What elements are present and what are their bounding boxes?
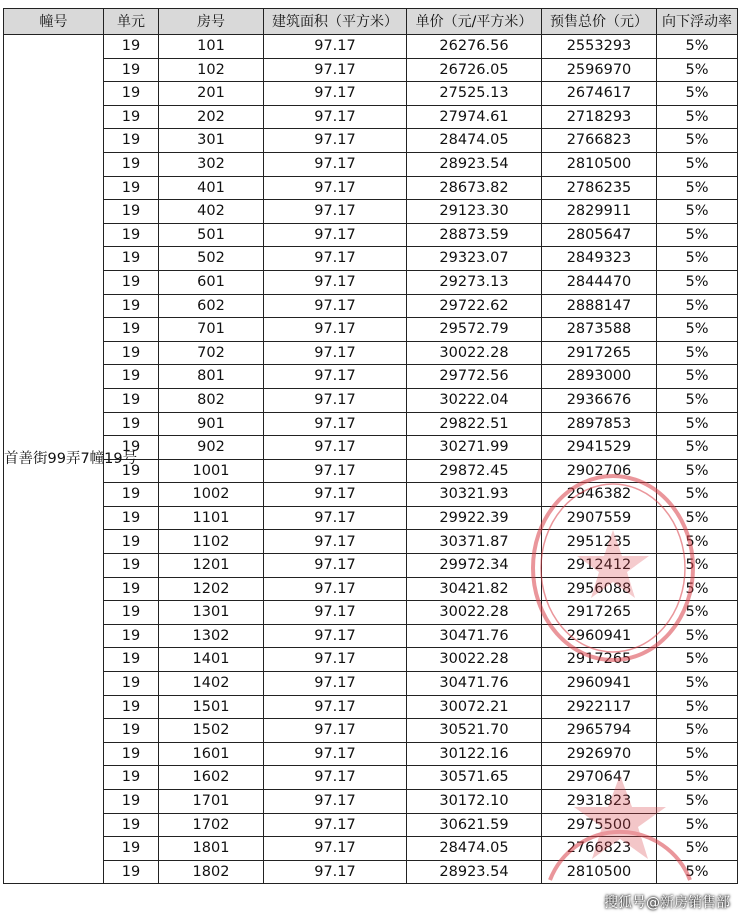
cell-unit: 19 (104, 436, 159, 460)
cell-discount-rate: 5% (657, 577, 738, 601)
cell-total-price: 2926970 (542, 742, 657, 766)
cell-unit-price: 30022.28 (407, 601, 542, 625)
table-row (4, 766, 738, 790)
cell-unit-price: 30371.87 (407, 530, 542, 554)
cell-room: 1801 (159, 837, 264, 861)
cell-area: 97.17 (264, 412, 407, 436)
cell-unit: 19 (104, 506, 159, 530)
cell-area: 97.17 (264, 766, 407, 790)
cell-discount-rate: 5% (657, 129, 738, 153)
cell-unit: 19 (104, 388, 159, 412)
cell-total-price: 2810500 (542, 152, 657, 176)
cell-discount-rate: 5% (657, 223, 738, 247)
table-row (4, 294, 738, 318)
cell-area: 97.17 (264, 105, 407, 129)
cell-unit: 19 (104, 200, 159, 224)
cell-total-price: 2718293 (542, 105, 657, 129)
cell-unit: 19 (104, 766, 159, 790)
cell-total-price: 2946382 (542, 483, 657, 507)
cell-unit-price: 30621.59 (407, 813, 542, 837)
cell-discount-rate: 5% (657, 388, 738, 412)
cell-unit: 19 (104, 129, 159, 153)
table-row (4, 82, 738, 106)
cell-discount-rate: 5% (657, 105, 738, 129)
cell-building: 首善街99弄7幢19号 (4, 35, 104, 884)
cell-area: 97.17 (264, 837, 407, 861)
cell-room: 402 (159, 200, 264, 224)
cell-discount-rate: 5% (657, 624, 738, 648)
cell-total-price: 2805647 (542, 223, 657, 247)
cell-unit: 19 (104, 790, 159, 814)
table-row (4, 790, 738, 814)
table-row (4, 270, 738, 294)
cell-room: 1102 (159, 530, 264, 554)
cell-discount-rate: 5% (657, 742, 738, 766)
cell-total-price: 2917265 (542, 648, 657, 672)
cell-total-price: 2917265 (542, 601, 657, 625)
cell-discount-rate: 5% (657, 200, 738, 224)
cell-discount-rate: 5% (657, 365, 738, 389)
cell-discount-rate: 5% (657, 82, 738, 106)
cell-discount-rate: 5% (657, 790, 738, 814)
cell-total-price: 2897853 (542, 412, 657, 436)
cell-area: 97.17 (264, 719, 407, 743)
cell-total-price: 2553293 (542, 35, 657, 59)
cell-unit-price: 29972.34 (407, 554, 542, 578)
cell-room: 801 (159, 365, 264, 389)
cell-discount-rate: 5% (657, 860, 738, 884)
cell-unit: 19 (104, 35, 159, 59)
cell-area: 97.17 (264, 813, 407, 837)
cell-unit-price: 29772.56 (407, 365, 542, 389)
table-row (4, 601, 738, 625)
header-room: 房号 (159, 9, 264, 35)
cell-unit: 19 (104, 82, 159, 106)
cell-unit: 19 (104, 223, 159, 247)
cell-unit-price: 30022.28 (407, 341, 542, 365)
cell-unit-price: 28873.59 (407, 223, 542, 247)
cell-area: 97.17 (264, 554, 407, 578)
cell-discount-rate: 5% (657, 270, 738, 294)
cell-unit-price: 29822.51 (407, 412, 542, 436)
cell-room: 202 (159, 105, 264, 129)
cell-unit: 19 (104, 270, 159, 294)
cell-unit: 19 (104, 530, 159, 554)
cell-room: 602 (159, 294, 264, 318)
cell-discount-rate: 5% (657, 341, 738, 365)
cell-room: 1402 (159, 672, 264, 696)
cell-discount-rate: 5% (657, 247, 738, 271)
cell-area: 97.17 (264, 223, 407, 247)
cell-total-price: 2975500 (542, 813, 657, 837)
header-area: 建筑面积（平方米） (264, 9, 407, 35)
cell-unit-price: 26276.56 (407, 35, 542, 59)
cell-total-price: 2810500 (542, 860, 657, 884)
cell-total-price: 2674617 (542, 82, 657, 106)
cell-discount-rate: 5% (657, 412, 738, 436)
table-row (4, 719, 738, 743)
cell-room: 302 (159, 152, 264, 176)
cell-unit-price: 27974.61 (407, 105, 542, 129)
header-row (4, 9, 738, 35)
cell-discount-rate: 5% (657, 318, 738, 342)
cell-total-price: 2941529 (542, 436, 657, 460)
cell-total-price: 2844470 (542, 270, 657, 294)
cell-room: 501 (159, 223, 264, 247)
cell-unit: 19 (104, 813, 159, 837)
cell-discount-rate: 5% (657, 294, 738, 318)
cell-unit-price: 30521.70 (407, 719, 542, 743)
cell-room: 1201 (159, 554, 264, 578)
table-row (4, 577, 738, 601)
cell-room: 1701 (159, 790, 264, 814)
cell-room: 601 (159, 270, 264, 294)
cell-unit-price: 29872.45 (407, 459, 542, 483)
table-row (4, 176, 738, 200)
cell-area: 97.17 (264, 365, 407, 389)
cell-total-price: 2766823 (542, 129, 657, 153)
cell-area: 97.17 (264, 577, 407, 601)
table-row (4, 341, 738, 365)
table-row (4, 35, 738, 59)
cell-unit: 19 (104, 318, 159, 342)
price-table (3, 8, 738, 884)
table-row (4, 672, 738, 696)
cell-room: 1502 (159, 719, 264, 743)
cell-unit: 19 (104, 695, 159, 719)
cell-unit: 19 (104, 412, 159, 436)
table-row (4, 388, 738, 412)
cell-room: 1002 (159, 483, 264, 507)
cell-total-price: 2849323 (542, 247, 657, 271)
cell-room: 1702 (159, 813, 264, 837)
cell-area: 97.17 (264, 152, 407, 176)
cell-discount-rate: 5% (657, 554, 738, 578)
cell-discount-rate: 5% (657, 176, 738, 200)
header-building: 幢号 (4, 9, 104, 35)
cell-total-price: 2766823 (542, 837, 657, 861)
cell-room: 702 (159, 341, 264, 365)
cell-area: 97.17 (264, 318, 407, 342)
cell-total-price: 2786235 (542, 176, 657, 200)
cell-area: 97.17 (264, 247, 407, 271)
cell-unit-price: 29922.39 (407, 506, 542, 530)
cell-total-price: 2888147 (542, 294, 657, 318)
cell-room: 1202 (159, 577, 264, 601)
cell-unit: 19 (104, 176, 159, 200)
cell-unit-price: 28474.05 (407, 837, 542, 861)
cell-unit-price: 29323.07 (407, 247, 542, 271)
cell-unit-price: 29572.79 (407, 318, 542, 342)
cell-area: 97.17 (264, 82, 407, 106)
cell-discount-rate: 5% (657, 459, 738, 483)
table-row (4, 813, 738, 837)
cell-room: 102 (159, 58, 264, 82)
table-row (4, 624, 738, 648)
cell-unit: 19 (104, 483, 159, 507)
cell-unit: 19 (104, 554, 159, 578)
cell-area: 97.17 (264, 436, 407, 460)
table-row (4, 365, 738, 389)
cell-unit: 19 (104, 365, 159, 389)
cell-discount-rate: 5% (657, 58, 738, 82)
cell-area: 97.17 (264, 672, 407, 696)
cell-area: 97.17 (264, 270, 407, 294)
cell-total-price: 2965794 (542, 719, 657, 743)
cell-room: 1802 (159, 860, 264, 884)
cell-room: 1101 (159, 506, 264, 530)
cell-discount-rate: 5% (657, 837, 738, 861)
table-row (4, 554, 738, 578)
header-unit-price: 单价（元/平方米） (407, 9, 542, 35)
cell-area: 97.17 (264, 35, 407, 59)
cell-area: 97.17 (264, 860, 407, 884)
table-row (4, 105, 738, 129)
table-row (4, 318, 738, 342)
cell-room: 101 (159, 35, 264, 59)
cell-discount-rate: 5% (657, 152, 738, 176)
header-discount-rate: 向下浮动率 (657, 9, 738, 35)
cell-unit-price: 30271.99 (407, 436, 542, 460)
cell-total-price: 2596970 (542, 58, 657, 82)
cell-total-price: 2922117 (542, 695, 657, 719)
cell-area: 97.17 (264, 200, 407, 224)
cell-area: 97.17 (264, 742, 407, 766)
cell-unit: 19 (104, 672, 159, 696)
watermark: 搜狐号@新房销售部 (604, 895, 730, 911)
cell-discount-rate: 5% (657, 601, 738, 625)
cell-unit-price: 30471.76 (407, 672, 542, 696)
cell-unit-price: 30421.82 (407, 577, 542, 601)
cell-unit-price: 28673.82 (407, 176, 542, 200)
cell-room: 1302 (159, 624, 264, 648)
table-row (4, 837, 738, 861)
cell-area: 97.17 (264, 459, 407, 483)
cell-unit-price: 29273.13 (407, 270, 542, 294)
cell-unit-price: 26726.05 (407, 58, 542, 82)
header-total-price: 预售总价（元） (542, 9, 657, 35)
cell-unit: 19 (104, 601, 159, 625)
cell-room: 802 (159, 388, 264, 412)
cell-unit: 19 (104, 341, 159, 365)
cell-total-price: 2873588 (542, 318, 657, 342)
cell-area: 97.17 (264, 648, 407, 672)
cell-area: 97.17 (264, 530, 407, 554)
cell-total-price: 2907559 (542, 506, 657, 530)
cell-total-price: 2912412 (542, 554, 657, 578)
cell-area: 97.17 (264, 176, 407, 200)
cell-room: 1501 (159, 695, 264, 719)
cell-total-price: 2902706 (542, 459, 657, 483)
cell-area: 97.17 (264, 695, 407, 719)
cell-unit-price: 30022.28 (407, 648, 542, 672)
cell-room: 301 (159, 129, 264, 153)
cell-area: 97.17 (264, 790, 407, 814)
cell-room: 1401 (159, 648, 264, 672)
cell-area: 97.17 (264, 483, 407, 507)
table-row (4, 129, 738, 153)
cell-unit-price: 30321.93 (407, 483, 542, 507)
cell-unit-price: 30072.21 (407, 695, 542, 719)
cell-room: 201 (159, 82, 264, 106)
table-row (4, 742, 738, 766)
cell-discount-rate: 5% (657, 766, 738, 790)
table-row (4, 695, 738, 719)
cell-discount-rate: 5% (657, 813, 738, 837)
cell-unit: 19 (104, 719, 159, 743)
cell-unit-price: 30571.65 (407, 766, 542, 790)
cell-unit: 19 (104, 742, 159, 766)
table-row (4, 483, 738, 507)
table-row (4, 200, 738, 224)
cell-unit-price: 30471.76 (407, 624, 542, 648)
cell-room: 502 (159, 247, 264, 271)
cell-unit-price: 27525.13 (407, 82, 542, 106)
cell-discount-rate: 5% (657, 719, 738, 743)
cell-area: 97.17 (264, 506, 407, 530)
cell-area: 97.17 (264, 294, 407, 318)
cell-total-price: 2960941 (542, 624, 657, 648)
cell-discount-rate: 5% (657, 648, 738, 672)
table-row (4, 530, 738, 554)
cell-unit-price: 29722.62 (407, 294, 542, 318)
cell-total-price: 2917265 (542, 341, 657, 365)
cell-room: 901 (159, 412, 264, 436)
cell-room: 1602 (159, 766, 264, 790)
cell-unit: 19 (104, 860, 159, 884)
cell-area: 97.17 (264, 388, 407, 412)
cell-unit: 19 (104, 294, 159, 318)
cell-unit: 19 (104, 624, 159, 648)
cell-discount-rate: 5% (657, 506, 738, 530)
table-row (4, 506, 738, 530)
cell-unit-price: 30222.04 (407, 388, 542, 412)
table-row (4, 152, 738, 176)
table-row (4, 648, 738, 672)
cell-discount-rate: 5% (657, 672, 738, 696)
cell-unit-price: 28923.54 (407, 860, 542, 884)
cell-unit: 19 (104, 837, 159, 861)
cell-unit: 19 (104, 105, 159, 129)
cell-area: 97.17 (264, 129, 407, 153)
table-row (4, 860, 738, 884)
cell-unit-price: 28923.54 (407, 152, 542, 176)
cell-total-price: 2893000 (542, 365, 657, 389)
cell-room: 1001 (159, 459, 264, 483)
cell-unit: 19 (104, 577, 159, 601)
table-row (4, 58, 738, 82)
cell-total-price: 2956088 (542, 577, 657, 601)
cell-discount-rate: 5% (657, 530, 738, 554)
cell-unit: 19 (104, 459, 159, 483)
cell-unit: 19 (104, 58, 159, 82)
cell-discount-rate: 5% (657, 483, 738, 507)
cell-total-price: 2970647 (542, 766, 657, 790)
cell-area: 97.17 (264, 601, 407, 625)
cell-total-price: 2951235 (542, 530, 657, 554)
cell-unit-price: 30172.10 (407, 790, 542, 814)
cell-total-price: 2829911 (542, 200, 657, 224)
cell-unit-price: 29123.30 (407, 200, 542, 224)
table-row (4, 223, 738, 247)
cell-unit: 19 (104, 648, 159, 672)
cell-unit-price: 30122.16 (407, 742, 542, 766)
cell-room: 1301 (159, 601, 264, 625)
table-row (4, 247, 738, 271)
cell-area: 97.17 (264, 58, 407, 82)
cell-unit: 19 (104, 247, 159, 271)
cell-area: 97.17 (264, 624, 407, 648)
cell-discount-rate: 5% (657, 695, 738, 719)
cell-total-price: 2960941 (542, 672, 657, 696)
cell-room: 902 (159, 436, 264, 460)
cell-discount-rate: 5% (657, 436, 738, 460)
cell-room: 701 (159, 318, 264, 342)
cell-unit-price: 28474.05 (407, 129, 542, 153)
cell-area: 97.17 (264, 341, 407, 365)
cell-discount-rate: 5% (657, 35, 738, 59)
cell-room: 401 (159, 176, 264, 200)
cell-total-price: 2936676 (542, 388, 657, 412)
header-unit: 单元 (104, 9, 159, 35)
cell-total-price: 2931823 (542, 790, 657, 814)
cell-unit: 19 (104, 152, 159, 176)
table-row (4, 412, 738, 436)
cell-room: 1601 (159, 742, 264, 766)
